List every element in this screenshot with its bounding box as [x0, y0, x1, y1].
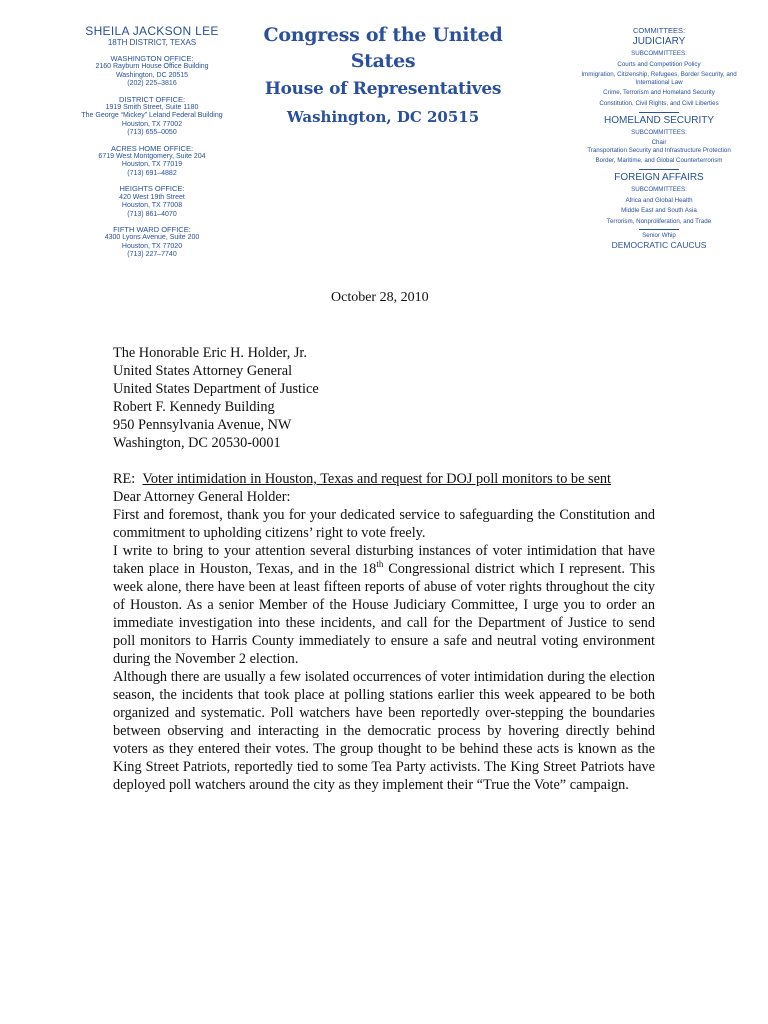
office-title: WASHINGTON OFFICE: — [110, 54, 194, 63]
office-line: Houston, TX 77002 — [121, 120, 183, 128]
address-line: 950 Pennsylvania Avenue, NW — [113, 417, 292, 433]
subcommittees-heading: SUBCOMMITTEES: — [631, 128, 687, 136]
committees-heading: COMMITTEES: — [632, 26, 686, 35]
address-line: United States Department of Justice — [113, 381, 319, 397]
office-title: DISTRICT OFFICE: — [118, 94, 186, 104]
committee-foreign-affairs: FOREIGN AFFAIRS — [614, 171, 704, 183]
district-office — [52, 96, 252, 138]
subcommittees-heading: SUBCOMMITTEES: — [631, 50, 687, 57]
re-label: RE: — [113, 471, 136, 487]
divider — [639, 112, 679, 113]
office-line: Houston, TX 77008 — [121, 202, 183, 210]
office-line: 6719 West Montgomery, Suite 204 — [98, 153, 206, 161]
subcommittee-item: Immigration, Citizenship, Refugees, Border Security, and International Law — [581, 71, 737, 86]
office-title: ACRES HOME OFFICE: — [110, 143, 194, 153]
member-info-column — [52, 24, 252, 260]
member-name: SHEILA JACKSON LEE — [85, 24, 219, 38]
acres-home-office — [52, 145, 252, 179]
committee-judiciary: JUDICIARY — [632, 36, 686, 47]
paragraph-2-text: I write to bring to your attention several disturbing instances of voter intimidation that have taken place in Houston, Texas, and in the 18 — [113, 543, 655, 577]
office-line: 1919 Smith Street, Suite 1180 — [105, 104, 199, 112]
office-line: Houston, TX 77019 — [121, 161, 183, 169]
subcommittee-item: Crime, Terrorism and Homeland Security — [603, 89, 715, 97]
democratic-caucus: DEMOCRATIC CAUCUS — [611, 239, 707, 250]
office-line: The George “Mickey” Leland Federal Building — [81, 112, 223, 120]
subcommittees-heading: SUBCOMMITTEES: — [631, 185, 687, 193]
office-title: HEIGHTS OFFICE: — [119, 184, 185, 194]
washington-title: Washington, DC 20515 — [286, 108, 480, 126]
chair-label: Chair — [651, 139, 667, 147]
address-line: Robert F. Kennedy Building — [113, 399, 275, 415]
subcommittee-item: Courts and Competition Policy — [617, 60, 701, 68]
paragraph-1: First and foremost, thank you for your dedicated service to safeguarding the Constitution and commitment to upholding citizens’ right to vote freely. — [113, 507, 655, 541]
salutation: Dear Attorney General Holder: — [113, 489, 291, 505]
committee-homeland-security: HOMELAND SECURITY — [603, 114, 714, 126]
subcommittee-item: Middle East and South Asia — [621, 207, 697, 215]
divider — [639, 169, 679, 170]
paragraph-3: Although there are usually a few isolated occurrences of voter intimidation during the election season, the incidents that took place at polling stations earlier this week appeared to be both organized and systematic. Poll watchers have been reportedly over-stepping the boundaries between observing and interacting in the democratic process by hovering directly behind voters as they entered their votes. The group thought to be behind these acts is known as the King Street Patriots, reportedly tied to some Tea Party activists. The King Street Patriots have deployed poll watchers around the city as they implement their “True the Vote” campaign. — [113, 669, 655, 793]
fifth-ward-office — [52, 226, 252, 260]
address-line: The Honorable Eric H. Holder, Jr. — [113, 345, 307, 361]
office-line: Washington, DC 20515 — [115, 71, 189, 79]
paragraph-2 — [113, 542, 655, 668]
re-subject: Voter intimidation in Houston, Texas and request for DOJ poll monitors to be sent — [142, 471, 612, 487]
letter-body — [113, 344, 655, 794]
house-title: House of Representatives — [264, 79, 502, 99]
office-line: (713) 655–0050 — [127, 129, 177, 137]
subcommittee-item: Terrorism, Nonproliferation, and Trade — [606, 217, 712, 225]
washington-office — [52, 55, 252, 89]
office-line: (713) 691–4882 — [127, 169, 177, 177]
congress-title: Congress of the United States — [263, 24, 503, 72]
member-district: 18TH DISTRICT, TEXAS — [107, 38, 197, 47]
subcommittee-item: Africa and Global Health — [625, 196, 693, 204]
re-line — [113, 470, 655, 488]
office-line: (202) 225–3816 — [127, 80, 177, 88]
address-line: Washington, DC 20530-0001 — [113, 435, 281, 451]
office-line: Houston, TX 77020 — [121, 242, 183, 250]
subcommittee-item: Transportation Security and Infrastructure Protection — [587, 146, 731, 154]
office-line: 420 West 19th Street — [119, 193, 185, 201]
office-title: FIFTH WARD OFFICE: — [113, 224, 191, 234]
subcommittee-item: Constitution, Civil Rights, and Civil Liberties — [599, 99, 719, 107]
office-line: 4300 Lyons Avenue, Suite 200 — [104, 234, 200, 242]
congress-header — [250, 22, 516, 130]
committees-column — [564, 26, 754, 250]
office-line: (713) 861–4070 — [127, 210, 177, 218]
office-line: (713) 227–7740 — [127, 251, 177, 259]
heights-office — [52, 185, 252, 219]
letter-date: October 28, 2010 — [331, 290, 429, 305]
office-line: 2160 Rayburn House Office Building — [95, 63, 209, 71]
recipient-address — [113, 344, 655, 452]
senior-whip: Senior Whip — [642, 232, 676, 240]
subcommittee-item: Border, Maritime, and Global Counterterrorism — [595, 157, 723, 165]
address-line: United States Attorney General — [113, 363, 293, 379]
paragraph-2-text-cont: Congressional district which I represent. This week alone, there have been at least fifteen reports of abuse of voter rights throughout the city of Houston. As a senior Member of the House Judiciary Committee, I urge you to order an immediate investigation into these incidents, and call for the Department of Justice to send poll monitors to Harris County immediately to ensure a safe and neutral voting environment during the November 2 election. — [113, 561, 656, 667]
ordinal-suffix: th — [376, 559, 384, 570]
divider — [639, 229, 679, 230]
